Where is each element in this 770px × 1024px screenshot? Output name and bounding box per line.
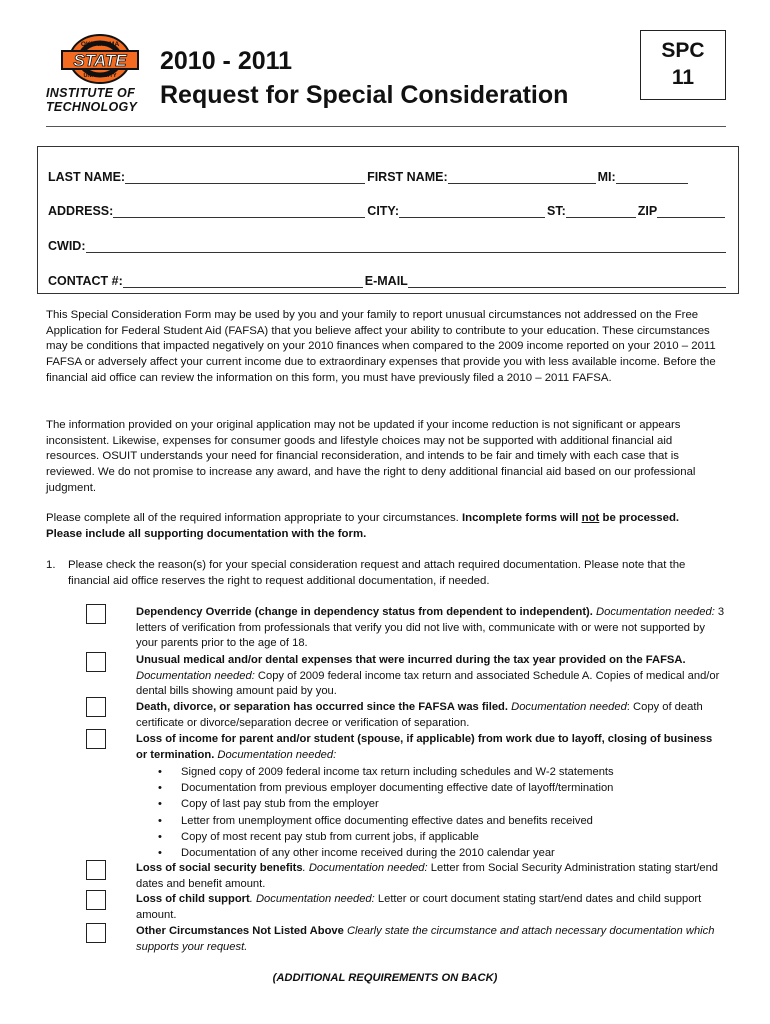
institute-name [46, 88, 137, 113]
address-field[interactable] [113, 203, 365, 218]
reason-medical-dental [136, 653, 726, 700]
address-row [48, 200, 727, 218]
form-code-line2: 11 [671, 66, 695, 89]
incomplete-warning-not: not [581, 512, 600, 524]
contact-label: CONTACT #: [48, 274, 123, 288]
intro-paragraph-2: The information provided on your original application may not be updated if your income reduction is not significant or appears inconsistent. Likewise, expenses for consumer goods and lifestyle choices may not be supported with additional financial aid resources. OSUIT understands your need for financial reconsideration, and intends to be fair and timely with each case that is reviewed. We do not promise to increase any award, and have the right to deny additional financial aid based on our professional judgment. [46, 419, 696, 494]
checkbox-medical-dental[interactable] [86, 652, 106, 672]
logo-main-text: STATE [73, 51, 127, 70]
doc-text: Letter or court document stating start/end dates and child support amount. [136, 893, 702, 921]
bullet-icon: • [158, 830, 162, 843]
list-item: • Documentation from previous employer documenting effective date of layoff/termination [156, 780, 614, 796]
checkbox-loss-of-income[interactable] [86, 729, 106, 749]
name-row [48, 166, 690, 184]
cwid-field[interactable] [86, 238, 726, 253]
zip-field[interactable] [657, 203, 725, 218]
bullet-icon: • [158, 766, 162, 778]
cwid-row [48, 235, 728, 253]
doc-text: Copy of 2009 federal income tax return and associated Schedule A. Copies of medical and/or dental bills showing amount paid by you. [136, 669, 720, 698]
reason-child-support [136, 892, 726, 923]
doc-label: . Documentation needed: [302, 862, 428, 874]
email-field[interactable] [408, 273, 726, 288]
reason-dependency-override [136, 605, 726, 652]
reason-title: Loss of income for parent and/or student (spouse, if applicable) from work due to layoff, closing of business or termination. [136, 733, 713, 761]
logo-sub-text: UNIVERSITY [83, 73, 117, 79]
checkbox-death-divorce[interactable] [86, 697, 106, 717]
zip-label: ZIP [637, 204, 658, 218]
doc-label: Documentation needed: [592, 606, 715, 618]
contact-field[interactable] [123, 273, 363, 288]
list-item: • Letter from unemployment office documenting effective dates and benefits received [156, 813, 614, 829]
reason-title: Other Circumstances Not Listed Above [136, 925, 344, 937]
logo-top-text: OKLAHOMA [80, 41, 120, 48]
reason-title: Loss of social security benefits [136, 862, 303, 874]
mi-label: MI: [597, 170, 616, 184]
bullet-icon: • [158, 798, 162, 811]
doc-text: 3 letters of verification from professionals that verify you did not live with, communicate with or were not supported by your parents prior to the age of 18. [136, 606, 725, 650]
form-code-box [640, 30, 726, 100]
mi-field[interactable] [616, 169, 688, 184]
city-label: CITY: [367, 204, 400, 218]
doc-label: Documentation needed [508, 701, 627, 713]
form-title: Request for Special Consideration [160, 81, 569, 109]
reason-title: Loss of child support [136, 893, 250, 905]
bullet-icon: • [158, 847, 162, 860]
last-name-label: LAST NAME: [48, 170, 126, 184]
reason-social-security [136, 861, 726, 892]
bullet-icon: • [158, 814, 162, 827]
reason-title: Unusual medical and/or dental expenses that were incurred during the tax year provided on the FAFSA. [136, 654, 686, 666]
doc-text: Letter from Social Security Administration stating start/end dates and benefit amount. [136, 862, 719, 890]
supporting-docs-notice: Please include all supporting documentation with the form. [46, 527, 367, 540]
list-item: • Copy of last pay stub from the employer [156, 796, 614, 812]
doc-label: . Documentation needed: [249, 893, 375, 905]
bullet-icon: • [158, 782, 162, 795]
incomplete-warning-b: be processed. [599, 512, 680, 524]
doc-label: Documentation needed: [136, 669, 255, 682]
list-item: • Copy of most recent pay stub from current jobs, if applicable [156, 829, 614, 845]
checkbox-other[interactable] [86, 923, 106, 943]
form-year: 2010 - 2011 [160, 47, 293, 75]
form-code-line1: SPC [661, 39, 705, 62]
first-name-label: FIRST NAME: [367, 170, 448, 184]
reason-title: Dependency Override (change in dependency status from dependent to independent). [136, 606, 593, 618]
address-label: ADDRESS: [48, 204, 114, 218]
list-item: • Signed copy of 2009 federal income tax return including schedules and W-2 statements [156, 764, 614, 780]
intro-paragraph-3 [46, 511, 726, 542]
cwid-label: CWID: [48, 239, 86, 253]
doc-text: : Copy of death certificate or divorce/separation decree or verification of separation. [136, 701, 703, 729]
list-item: • Documentation of any other income received during the 2010 calendar year [156, 845, 614, 861]
email-label: E-MAIL [364, 274, 408, 288]
instructions-text: Please complete all of the required information appropriate to your circumstances. [46, 512, 462, 524]
state-field[interactable] [566, 203, 636, 218]
institute-line1: INSTITUTE OF [46, 86, 136, 100]
last-name-field[interactable] [125, 169, 365, 184]
first-name-field[interactable] [448, 169, 596, 184]
question-1-text: Please check the reason(s) for your special consideration request and attach required documentation. Please note that the financial aid office reserves the right to request additional documentation, if needed. [68, 559, 686, 587]
incomplete-warning-a: Incomplete forms will [461, 512, 582, 524]
doc-label: Documentation needed: [214, 748, 337, 761]
checkbox-social-security[interactable] [86, 860, 106, 880]
intro-paragraph-1: This Special Consideration Form may be used by you and your family to report unusual circumstances not addressed on the Free Application for Federal Student Aid (FAFSA) that you believe affect your ability to contribute to your education. These circumstances may be conditions that impacted negatively on your 2010 finances when compared to the 2009 income reported on your 2010 – 2011 FAFSA or adversely affect your current income due to extraordinary expenses that provide you with less available income. Before the financial aid office can review the information on this form, you must have previously filed a 2010 – 2011 FAFSA. [46, 309, 716, 384]
reason-title: Death, divorce, or separation has occurred since the FAFSA was filed. [136, 701, 508, 713]
state-label: ST: [547, 204, 566, 218]
header-divider [46, 126, 726, 127]
doc-label: Clearly state the circumstance and attach necessary documentation which supports your request. [136, 925, 715, 953]
reason-other [136, 924, 726, 955]
city-field[interactable] [399, 203, 545, 218]
checkbox-child-support[interactable] [86, 890, 106, 910]
contact-row [48, 270, 728, 288]
additional-requirements-note: (ADDITIONAL REQUIREMENTS ON BACK) [272, 972, 498, 984]
reason-loss-of-income [136, 732, 726, 763]
institute-line2: TECHNOLOGY [46, 100, 138, 114]
question-1 [46, 558, 726, 589]
question-1-number: 1. [46, 559, 56, 571]
checkbox-dependency-override[interactable] [86, 604, 106, 624]
reason-death-divorce [136, 700, 726, 731]
layoff-documentation-list [156, 764, 614, 861]
